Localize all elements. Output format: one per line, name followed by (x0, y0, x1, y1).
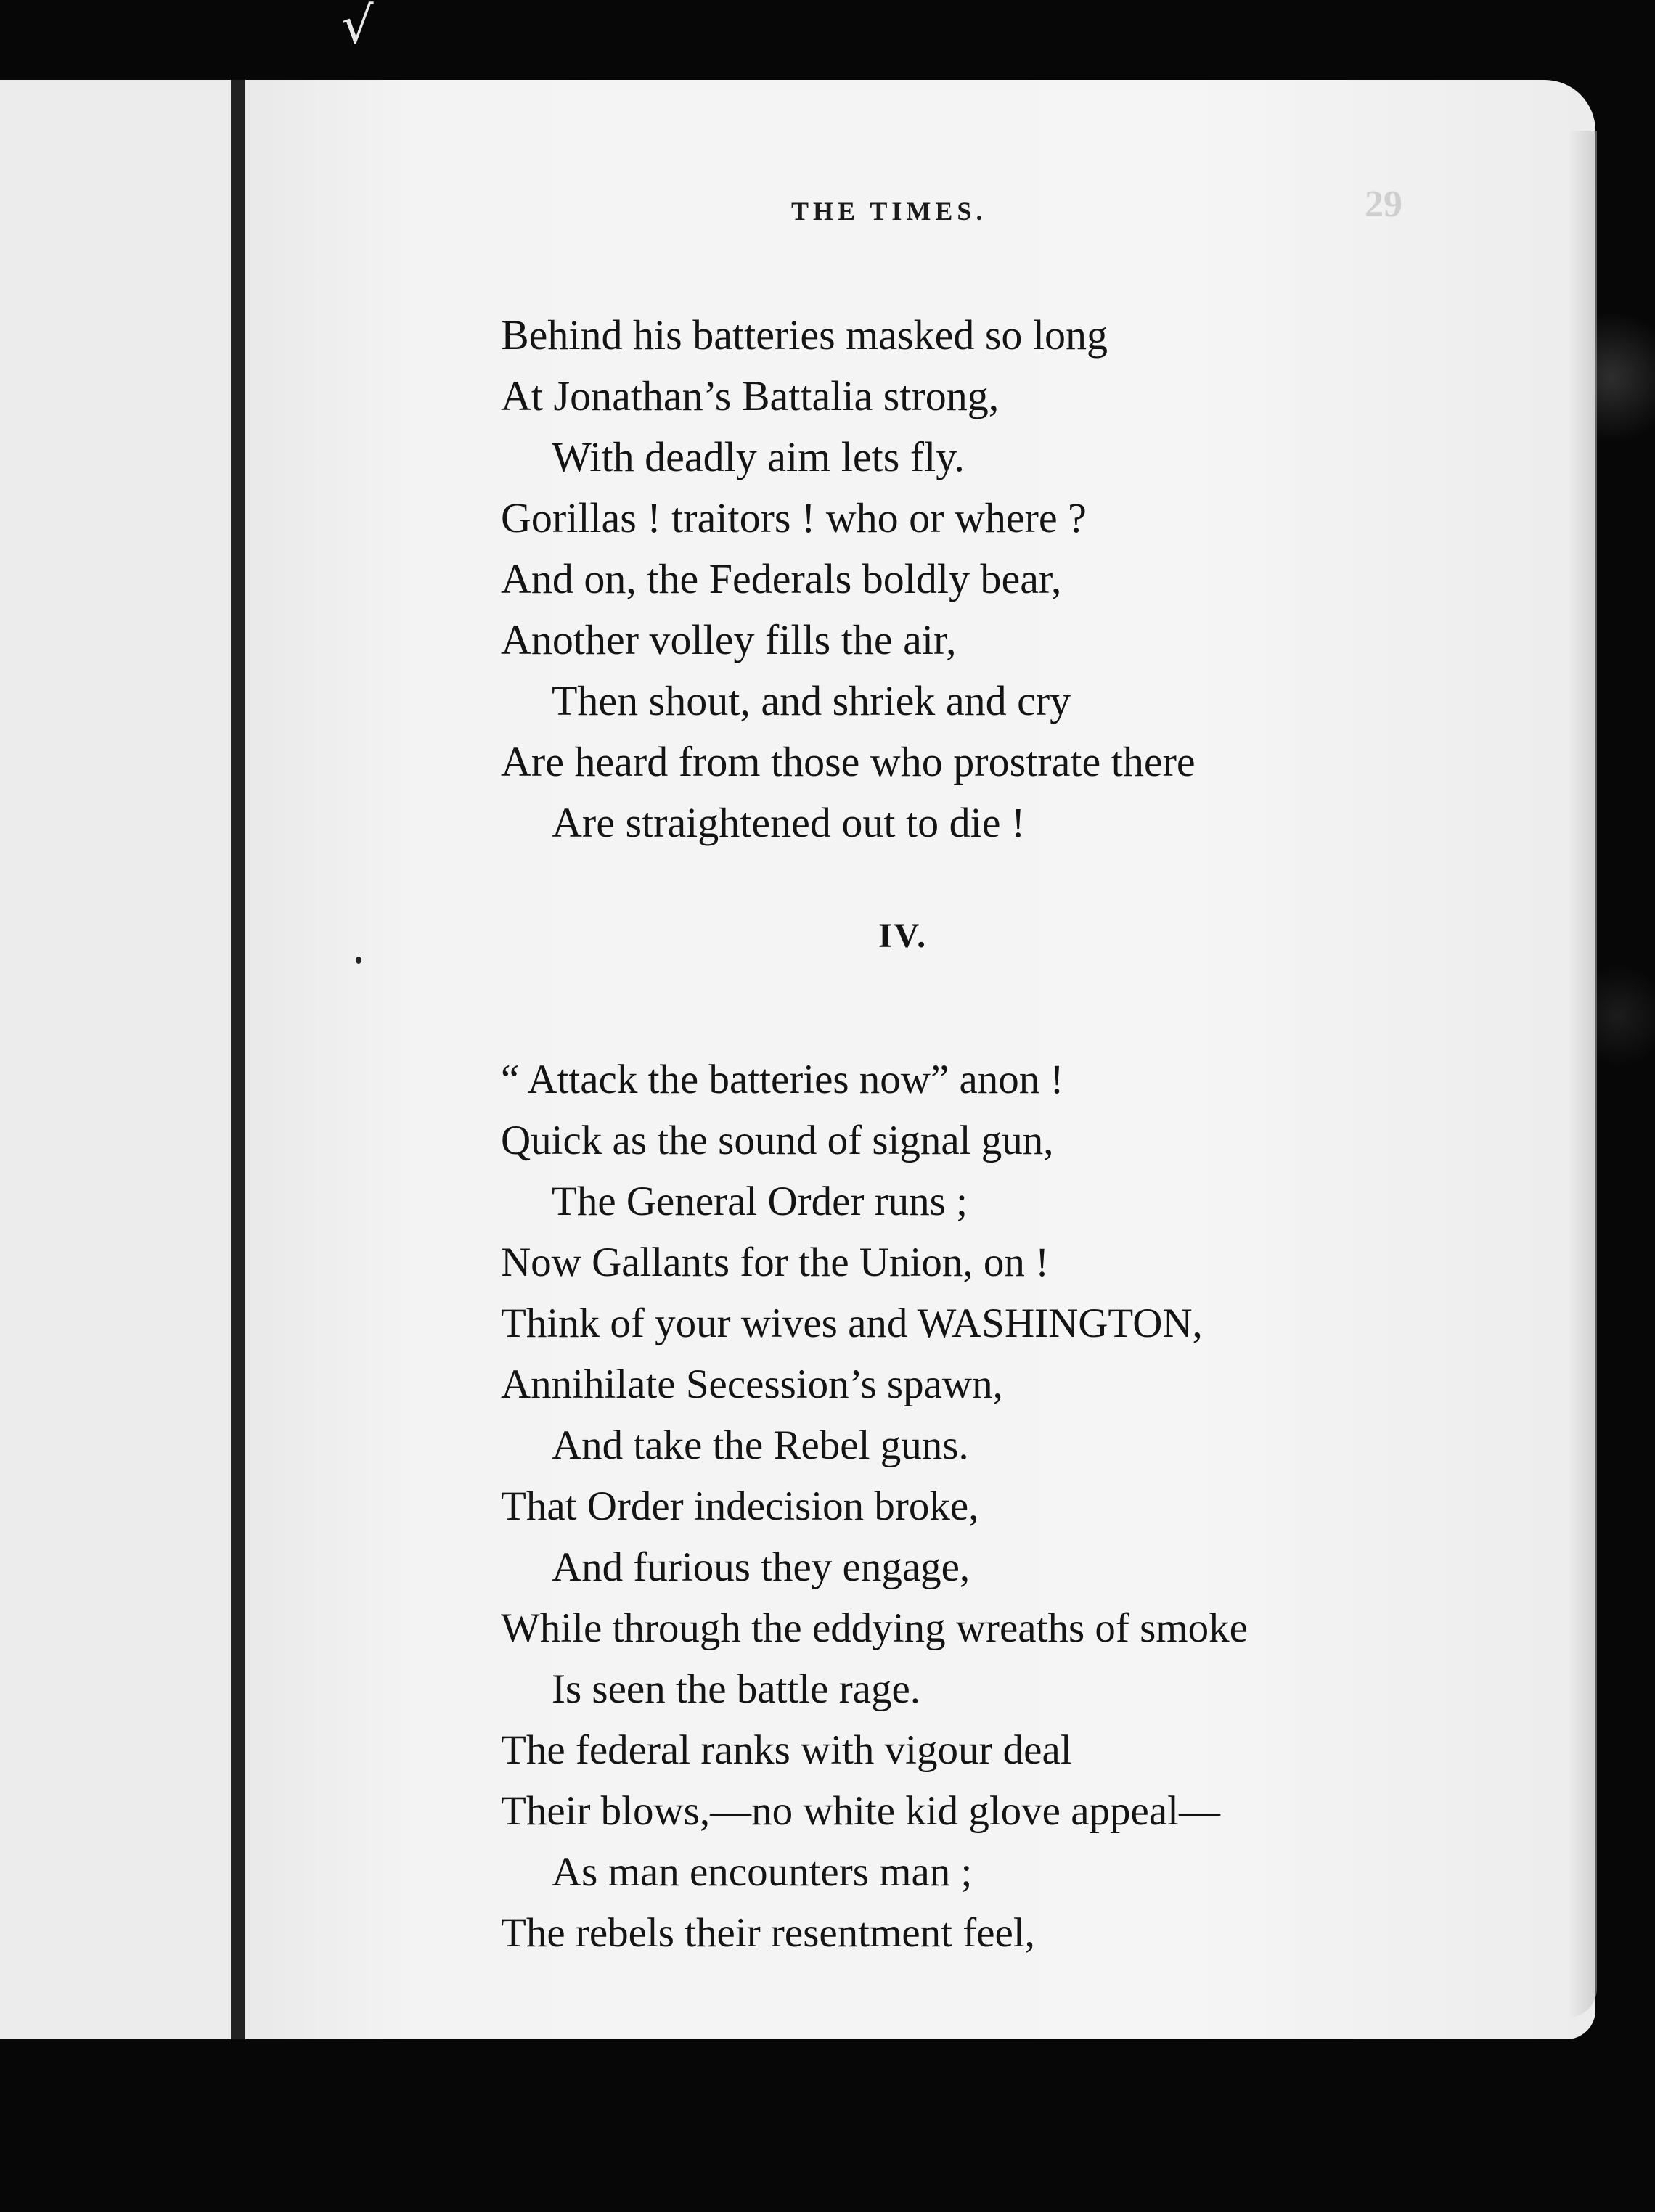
print-speck (356, 957, 361, 964)
stanza-iii-continued (501, 305, 1481, 853)
poem-line: And furious they engage, (552, 1544, 970, 1590)
poem-line: Then shout, and shriek and cry (552, 677, 1071, 724)
poem-line: Their blows,—no white kid glove appeal— (501, 1788, 1220, 1834)
corner-check-mark: √ (341, 0, 374, 55)
poem-line: Is seen the battle rage. (552, 1666, 921, 1712)
poem-line: Gorillas ! traitors ! who or where ? (501, 494, 1087, 541)
poem-line: Quick as the sound of signal gun, (501, 1118, 1054, 1163)
poem-line: Think of your wives and WASHINGTON, (501, 1300, 1203, 1346)
poem-line: Another volley fills the air, (501, 616, 957, 663)
stanza-gap (501, 984, 1481, 1049)
poem-line: The federal ranks with vigour deal (501, 1727, 1072, 1773)
running-head: THE TIMES. (791, 197, 987, 226)
poem-text (501, 305, 1481, 1964)
section-number: IV. (878, 917, 928, 955)
page-edge-shadow (1568, 131, 1597, 2018)
stanza-iv (501, 1049, 1481, 1964)
poem-line: Now Gallants for the Union, on ! (501, 1240, 1050, 1285)
poem-line: The rebels their resentment feel, (501, 1910, 1035, 1956)
poem-line: With deadly aim lets fly. (552, 433, 965, 480)
poem-line: The General Order runs ; (552, 1179, 968, 1224)
poem-line: “ Attack the batteries now” anon ! (501, 1057, 1064, 1102)
poem-line: Annihilate Secession’s spawn, (501, 1361, 1003, 1407)
poem-line: Are heard from those who prostrate there (501, 738, 1196, 785)
facing-page-edge (0, 80, 234, 2039)
poem-line: At Jonathan’s Battalia strong, (501, 372, 1000, 419)
poem-line: As man encounters man ; (552, 1849, 973, 1895)
page-number: 29 (1365, 184, 1402, 225)
poem-line: While through the eddying wreaths of smoke (501, 1605, 1248, 1651)
poem-line: That Order indecision broke, (501, 1483, 979, 1529)
poem-line: Are straightened out to die ! (552, 799, 1026, 846)
poem-line: And take the Rebel guns. (552, 1422, 969, 1468)
poem-line: Behind his batteries masked so long (501, 311, 1108, 359)
book-gutter (231, 80, 245, 2039)
poem-line: And on, the Federals boldly bear, (501, 555, 1062, 602)
